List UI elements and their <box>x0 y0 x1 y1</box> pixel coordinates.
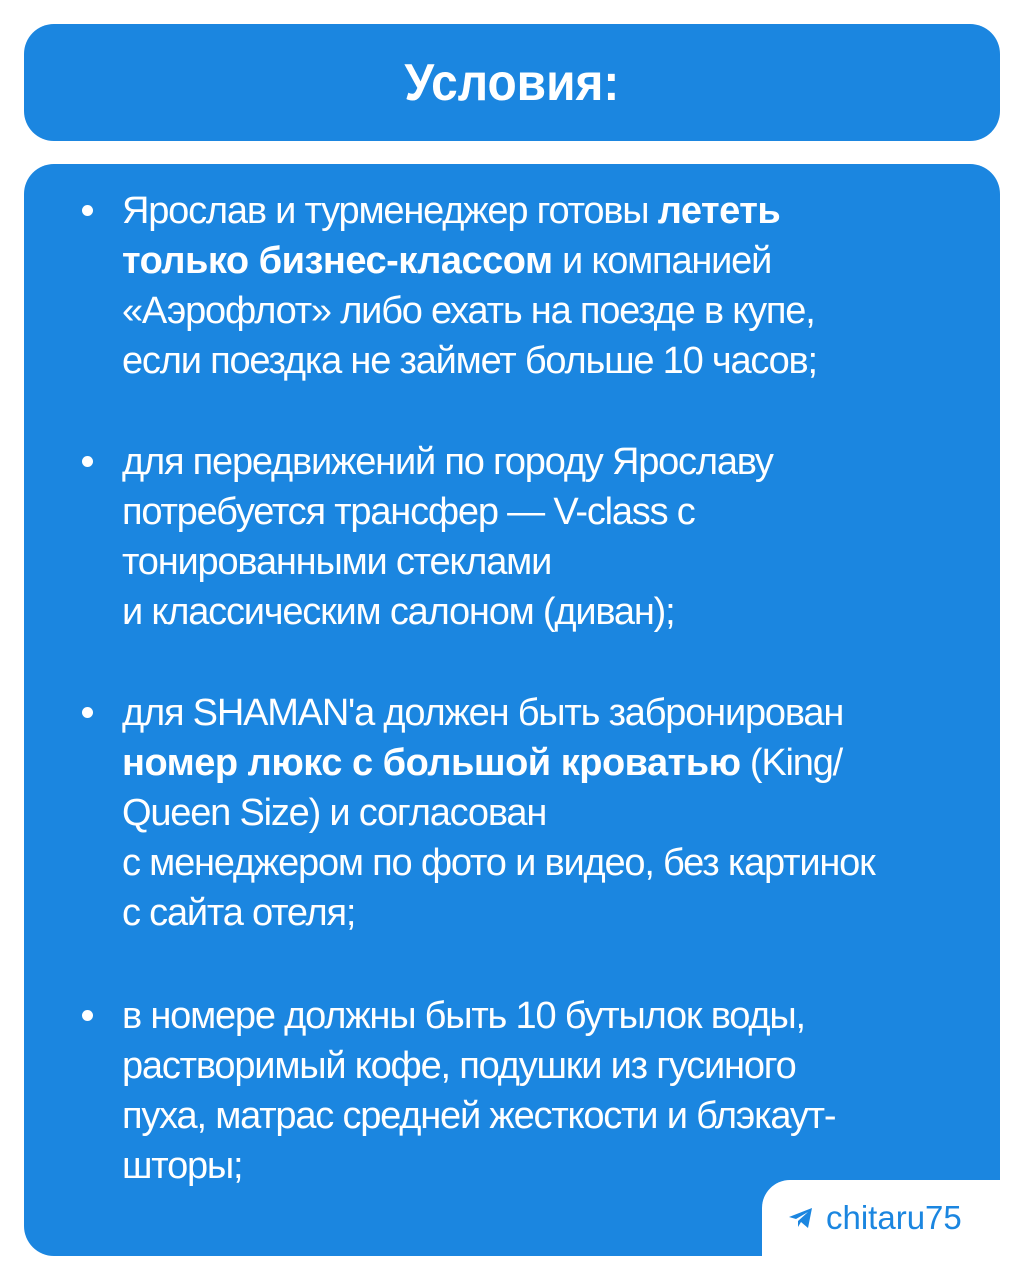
channel-tag[interactable] <box>788 1196 962 1240</box>
condition-item <box>122 991 982 1191</box>
condition-text: если поездка не займет больше 10 часов; <box>122 340 817 382</box>
condition-text: потребуется трансфер — V-class с <box>122 491 695 533</box>
telegram-icon <box>788 1207 814 1229</box>
condition-item <box>122 688 982 938</box>
condition-text: (King/ <box>740 742 843 784</box>
condition-text: тонированными стеклами <box>122 541 552 583</box>
channel-name: chitaru75 <box>826 1199 962 1236</box>
bullet-icon <box>82 205 93 216</box>
condition-text: для SHAMAN'а должен быть забронирован <box>122 692 844 734</box>
bullet-icon <box>82 456 93 467</box>
title-banner <box>24 24 1000 141</box>
condition-highlight: только бизнес-классом <box>122 240 553 282</box>
condition-text: с сайта отеля; <box>122 892 356 934</box>
condition-text: и классическим салоном (диван); <box>122 591 675 633</box>
condition-highlight: номер люкс с большой кроватью <box>122 742 741 784</box>
condition-text: «Аэрофлот» либо ехать на поезде в купе, <box>122 290 815 332</box>
condition-item <box>122 186 982 386</box>
condition-text: шторы; <box>122 1145 243 1187</box>
condition-text: пуха, матрас средней жесткости и блэкаут- <box>122 1095 836 1137</box>
condition-text: Ярослав и турменеджер готовы <box>122 190 658 232</box>
condition-text: в номере должны быть 10 бутылок воды, <box>122 995 805 1037</box>
condition-text: растворимый кофе, подушки из гусиного <box>122 1045 796 1087</box>
page-title: Условия: <box>404 53 620 112</box>
condition-text: и компанией <box>552 240 772 282</box>
bullet-icon <box>82 1010 93 1021</box>
condition-text: с менеджером по фото и видео, без картинок <box>122 842 875 884</box>
condition-item <box>122 437 982 637</box>
condition-text: для передвижений по городу Ярославу <box>122 441 773 483</box>
bullet-icon <box>82 707 93 718</box>
condition-text: Queen Size) и согласован <box>122 792 547 834</box>
condition-highlight: лететь <box>657 190 781 232</box>
